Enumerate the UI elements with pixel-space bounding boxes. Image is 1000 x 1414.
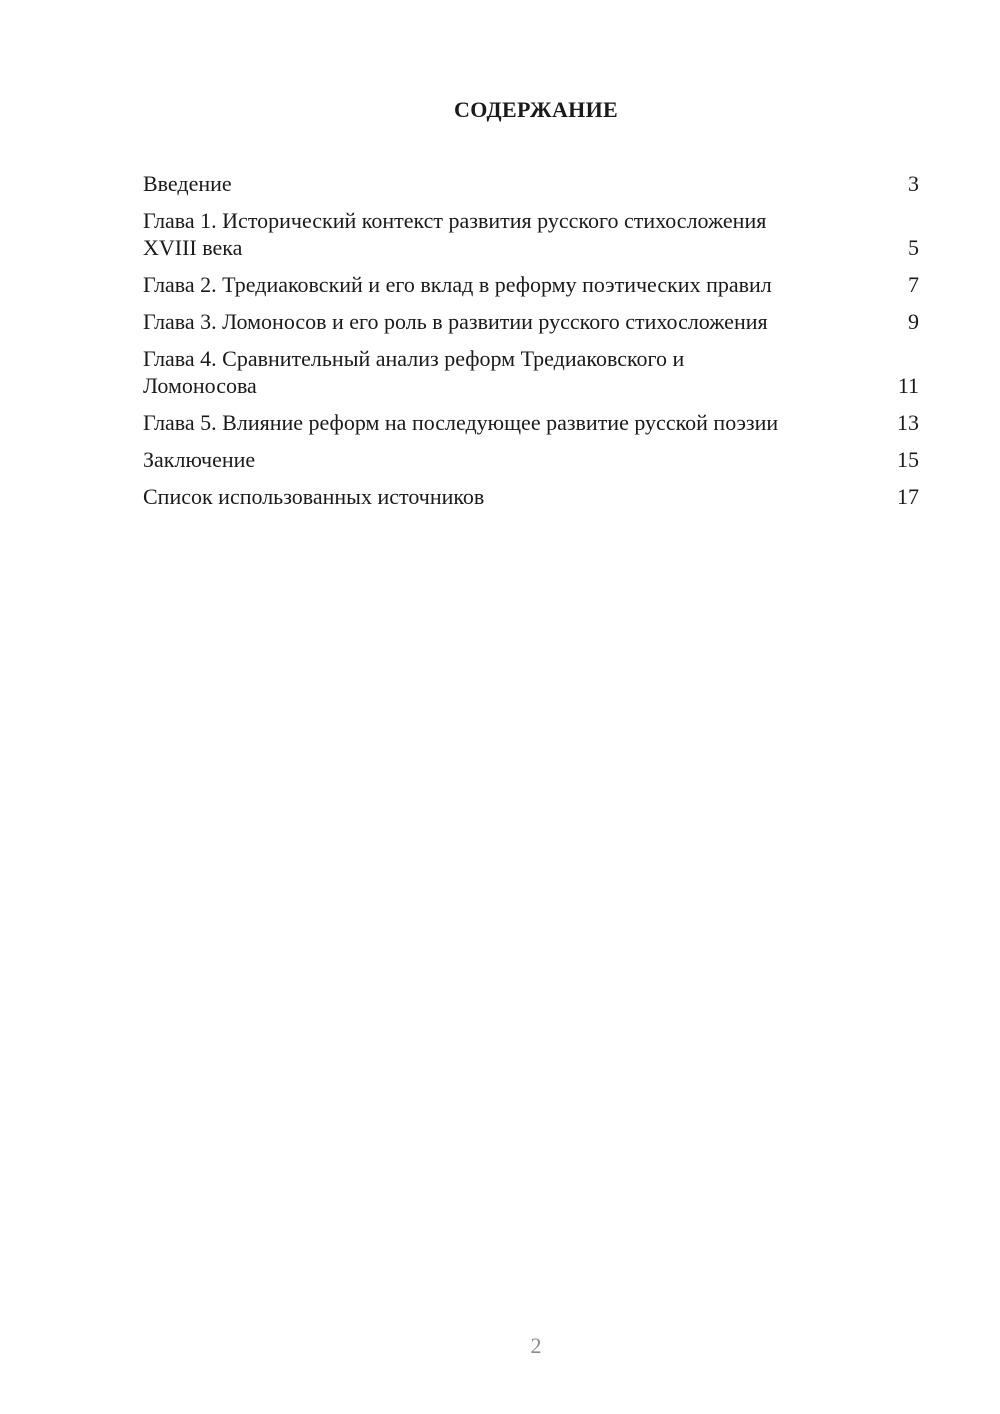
toc-entry-references[interactable] [143, 483, 919, 510]
toc-entry-page: 11 [897, 373, 919, 398]
toc-entry-page: 7 [908, 272, 919, 297]
toc-entry-label: Глава 4. Сравнительный анализ реформ Тредиаковского и Ломоносова [143, 346, 685, 398]
toc-entry-label: Глава 2. Тредиаковский и его вклад в реформу поэтических правил [143, 272, 772, 297]
toc-entry-conclusion[interactable] [143, 446, 919, 473]
toc-title: СОДЕРЖАНИЕ [454, 97, 618, 122]
toc-entry-page: 17 [897, 484, 919, 509]
table-of-contents [143, 170, 919, 520]
toc-entry-page: 13 [897, 410, 919, 435]
toc-entry-label: Введение [143, 171, 232, 196]
toc-entry-chapter-5[interactable] [143, 409, 919, 436]
toc-entry-page: 9 [908, 309, 919, 334]
toc-entry-label: Глава 5. Влияние реформ на последующее развитие русской поэзии [143, 410, 779, 435]
toc-entry-page: 15 [897, 447, 919, 472]
toc-entry-introduction[interactable] [143, 170, 919, 197]
toc-entry-page: 5 [908, 235, 919, 260]
page-number: 2 [530, 1333, 542, 1358]
toc-entry-chapter-1[interactable] [143, 207, 919, 261]
toc-entry-chapter-3[interactable] [143, 308, 919, 335]
toc-entry-chapter-2[interactable] [143, 271, 919, 298]
toc-entry-label: Заключение [143, 447, 256, 472]
toc-entry-page: 3 [908, 171, 919, 196]
toc-entry-chapter-4[interactable] [143, 345, 919, 399]
toc-entry-label: Глава 3. Ломоносов и его роль в развитии русского стихосложения [143, 309, 768, 334]
toc-entry-label: Глава 1. Исторический контекст развития русского стихосложения XVIII века [143, 208, 767, 260]
toc-entry-label: Список использованных источников [143, 484, 485, 509]
